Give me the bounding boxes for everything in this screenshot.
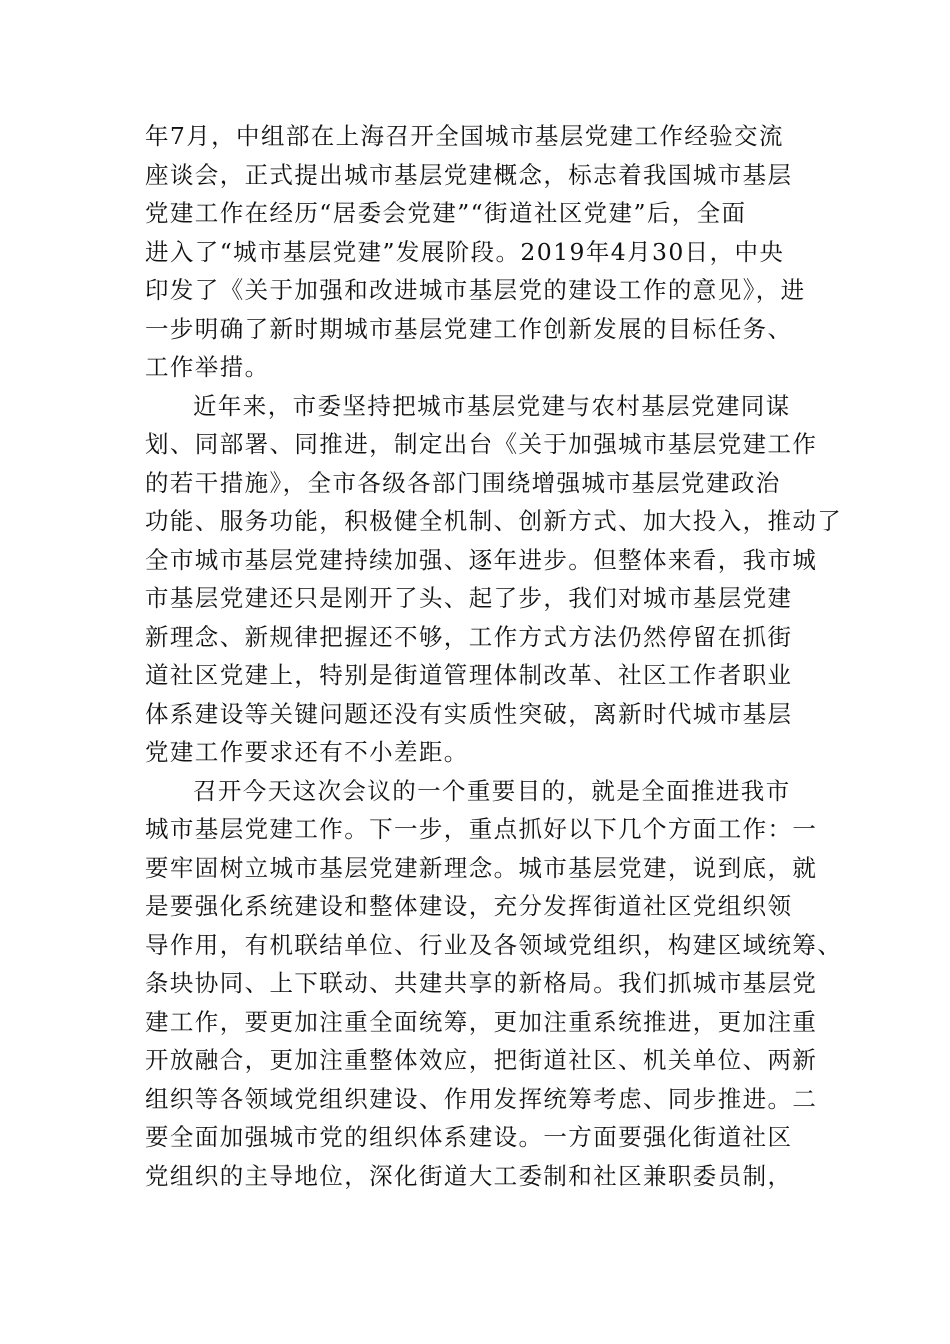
text-line: 要全面加强城市党的组织体系建设。一方面要强化街道社区: [145, 1123, 793, 1151]
text-line: 工作举措。: [145, 353, 270, 381]
text-line: 开放融合，更加注重整体效应，把街道社区、机关单位、两新: [145, 1046, 818, 1074]
text-line: 市基层党建还只是刚开了头、起了步，我们对城市基层党建: [145, 584, 793, 612]
text-line: 党建工作在经历“居委会党建”“街道社区党建”后，全面: [145, 199, 747, 227]
text-line: 建工作，要更加注重全面统筹，更加注重系统推进，更加注重: [145, 1007, 818, 1036]
text-line: 功能、服务功能，积极健全机制、创新方式、加大投入，推动了: [145, 507, 843, 535]
paragraph-1: [145, 117, 810, 387]
text-line: 要牢固树立城市基层党建新理念。城市基层党建，说到底，就: [145, 853, 818, 882]
text-line: 新理念、新规律把握还不够，工作方式方法仍然停留在抓街: [145, 622, 793, 651]
text-line: 进入了“城市基层党建”发展阶段。2019年4月30日，中央: [145, 237, 785, 266]
paragraph-3: [145, 772, 843, 1196]
paragraph-2: [145, 387, 843, 772]
text-line: 道社区党建上，特别是街道管理体制改革、社区工作者职业: [145, 661, 793, 689]
text-line: 年7月，中组部在上海召开全国城市基层党建工作经验交流: [145, 122, 784, 150]
text-line: 党建工作要求还有不小差距。: [145, 738, 469, 766]
text-line: 是要强化系统建设和整体建设，充分发挥街道社区党组织领: [145, 892, 793, 920]
document-body: [145, 117, 843, 1195]
text-line: 印发了《关于加强和改进城市基层党的建设工作的意见》，进: [145, 276, 806, 304]
text-line: 划、同部署、同推进，制定出台《关于加强城市基层党建工作: [145, 430, 818, 458]
text-line: 条块协同、上下联动、共建共享的新格局。我们抓城市基层党: [145, 969, 818, 997]
text-line: 近年来，市委坚持把城市基层党建与农村基层党建同谋: [193, 391, 791, 420]
text-line: 召开今天这次会议的一个重要目的，就是全面推进我市: [193, 776, 791, 805]
text-line: 组织等各领域党组织建设、作用发挥统筹考虑、同步推进。二: [145, 1084, 818, 1113]
text-line: 全市城市基层党建持续加强、逐年进步。但整体来看，我市城: [145, 545, 818, 574]
text-line: 党组织的主导地位，深化街道大工委制和社区兼职委员制，: [145, 1161, 793, 1190]
text-line: 的若干措施》，全市各级各部门围绕增强城市基层党建政治: [145, 468, 781, 497]
text-line: 体系建设等关键问题还没有实质性突破，离新时代城市基层: [145, 699, 793, 728]
text-line: 一步明确了新时期城市基层党建工作创新发展的目标任务、: [145, 314, 793, 343]
text-line: 座谈会，正式提出城市基层党建概念，标志着我国城市基层: [145, 160, 793, 189]
text-line: 导作用，有机联结单位、行业及各领域党组织，构建区域统筹、: [145, 930, 843, 959]
text-line: 城市基层党建工作。下一步，重点抓好以下几个方面工作：一: [145, 815, 818, 843]
